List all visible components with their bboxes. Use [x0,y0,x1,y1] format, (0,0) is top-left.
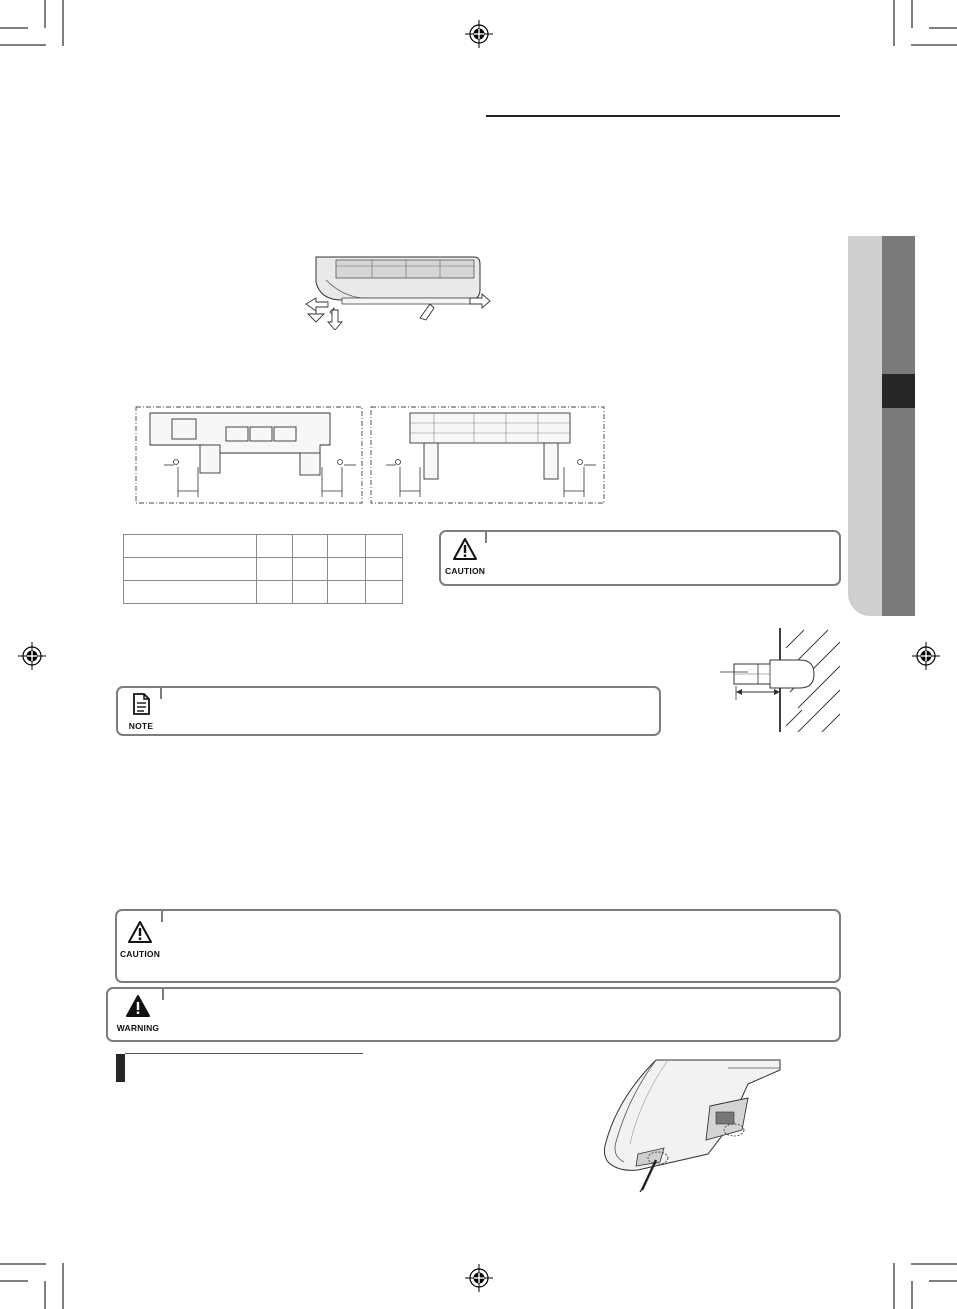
note-badge [122,692,160,731]
document-page-icon [130,692,152,716]
table-row [124,535,403,558]
indoor-unit-underside-diagram [598,1058,784,1192]
notice-tick [160,688,162,699]
table-row [124,581,403,604]
caution-notice-bottom [115,909,841,983]
header-rule [486,115,840,117]
caution-badge [119,920,161,959]
caution-label: CAUTION [445,566,486,576]
wall-hole-pipe-diagram [712,628,842,732]
registration-mark-left [18,642,46,670]
registration-mark-bottom [465,1264,493,1292]
notice-tick [485,532,487,543]
side-tab-dark [882,236,915,616]
table-row [124,558,403,581]
note-label: NOTE [128,721,154,731]
registration-mark-top [465,20,493,48]
warning-label: WARNING [116,1023,160,1033]
section-heading-rule [125,1053,363,1054]
registration-mark-right [912,642,940,670]
notice-tick [161,911,163,922]
indoor-unit-airflow-diagram [302,252,492,330]
exclamation-triangle-icon [127,920,153,944]
warning-notice [106,987,841,1042]
side-tab-active [882,374,915,408]
exclamation-triangle-icon [452,537,478,561]
section-heading-marker [116,1054,125,1082]
caution-label: CAUTION [119,949,161,959]
exclamation-triangle-filled-icon [125,994,151,1018]
installation-plate-diagrams [134,405,606,505]
note-notice [116,686,661,736]
warning-badge [114,994,162,1033]
dimension-table [123,534,403,604]
notice-tick [162,989,164,1000]
caution-badge [445,537,485,576]
caution-notice-top [439,530,841,586]
